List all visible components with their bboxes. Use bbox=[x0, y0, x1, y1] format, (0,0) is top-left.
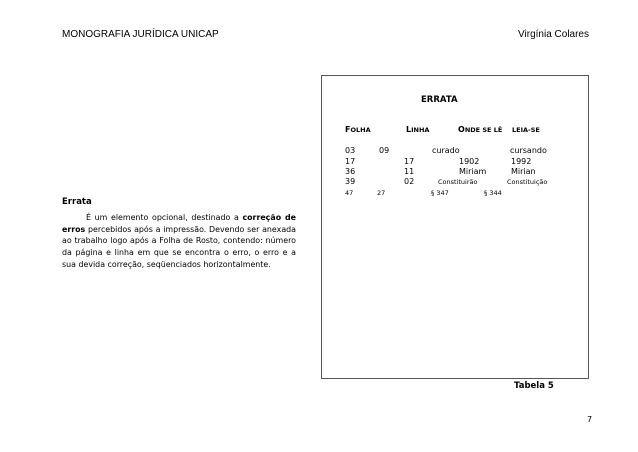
header-title: MONOGRAFIA JURÍDICA UNICAP bbox=[62, 29, 219, 40]
paragraph-text-2: percebidos após a impressão. Devendo ser anexada ao trabalho logo após a Folha de Rosto, contendo: número da página e linha em que se encontra o erro, o erro e a sua devida correção, seqüenciados horizontalmente. bbox=[62, 224, 296, 269]
column-header-folha: FOLHA bbox=[345, 125, 371, 134]
errata-cell-extra: 09 bbox=[379, 146, 390, 155]
paragraph-text-1: É um elemento opcional, destinado a bbox=[86, 213, 243, 222]
errata-cell-folha: 17 bbox=[345, 157, 356, 166]
table-caption: Tabela 5 bbox=[514, 381, 554, 391]
errata-cell-linha: 17 bbox=[404, 157, 415, 166]
errata-cell-leia: Mirian bbox=[511, 167, 536, 176]
errata-cell-onde: Miriam bbox=[459, 167, 487, 176]
errata-cell-leia: cursando bbox=[510, 146, 547, 155]
column-header-leia-se: LEIA-SE bbox=[512, 126, 540, 134]
errata-cell-onde: curado bbox=[432, 146, 460, 155]
section-paragraph bbox=[62, 212, 296, 271]
errata-cell-folha: 36 bbox=[345, 167, 356, 176]
errata-cell-extra: 27 bbox=[377, 189, 386, 197]
paragraph-bold-term: correção de erros bbox=[62, 213, 296, 234]
page-number: 7 bbox=[587, 415, 593, 424]
section-title: Errata bbox=[62, 197, 92, 207]
errata-title: ERRATA bbox=[421, 95, 458, 105]
errata-cell-onde: § 347 bbox=[431, 189, 449, 197]
column-header-linha: LINHA bbox=[406, 125, 430, 134]
errata-cell-folha: 47 bbox=[345, 189, 354, 197]
errata-cell-folha: 39 bbox=[345, 177, 356, 186]
errata-cell-onde: Constituirão bbox=[438, 178, 478, 186]
errata-cell-leia: Constituição bbox=[507, 178, 548, 186]
errata-table-frame bbox=[321, 75, 589, 379]
column-header-onde-se-le: ONDE SE LÊ bbox=[458, 125, 503, 134]
errata-cell-linha: 11 bbox=[404, 167, 415, 176]
errata-cell-onde: 1902 bbox=[459, 157, 480, 166]
errata-cell-folha: 03 bbox=[345, 146, 356, 155]
errata-cell-leia: 1992 bbox=[511, 157, 532, 166]
errata-cell-linha: 02 bbox=[404, 177, 415, 186]
errata-cell-leia: § 344 bbox=[484, 189, 502, 197]
header-author: Virgínia Colares bbox=[518, 29, 589, 40]
